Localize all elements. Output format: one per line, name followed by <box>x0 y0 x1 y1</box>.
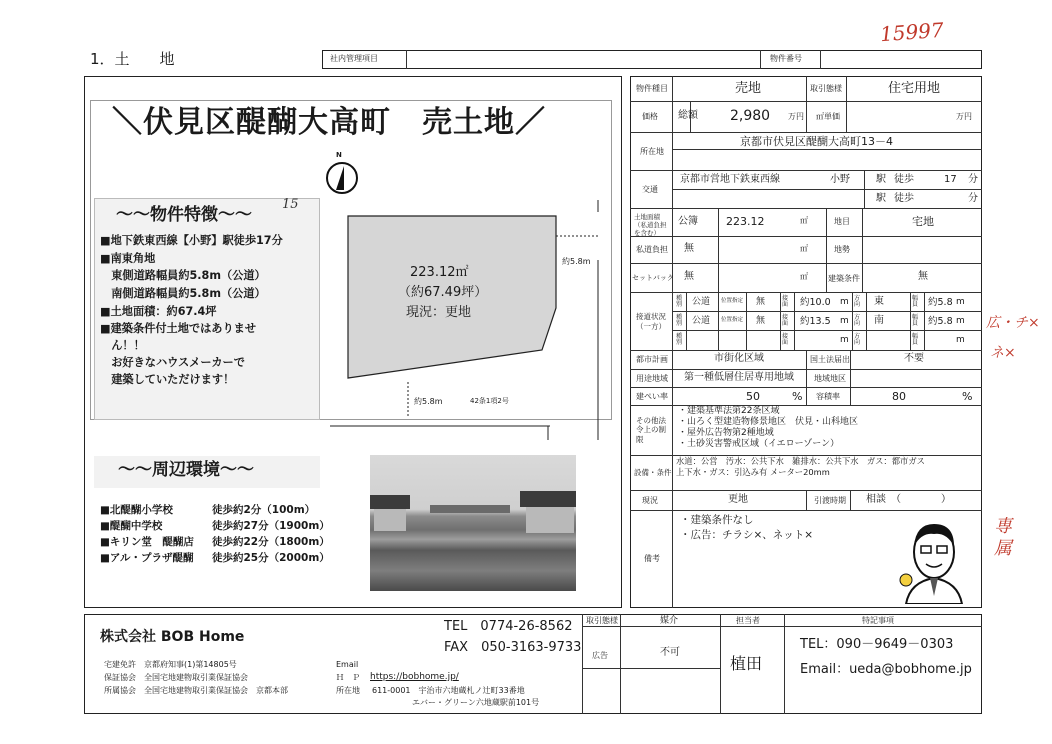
bcr-pct: % <box>792 390 803 403</box>
zone-label: 用途地域 <box>636 374 668 383</box>
status-value: 更地 <box>728 494 748 505</box>
road1-m2: m <box>956 297 965 307</box>
trade-label: 取引態様 <box>810 84 842 93</box>
national-value: 不要 <box>904 353 924 364</box>
plot-tsubo: （約67.49坪） <box>398 285 488 300</box>
status-label: 現況 <box>642 496 658 505</box>
road2-len: 約13.5 <box>800 316 831 327</box>
ad-value: 不可 <box>660 647 680 658</box>
station-name: 小野 <box>830 174 850 185</box>
staff-name: 植田 <box>730 654 763 673</box>
sqm-unit: ㎡ <box>800 216 808 225</box>
env-1-dist: 徒歩約2分（100m） <box>212 504 316 516</box>
plot-status: 現況：更地 <box>406 305 472 320</box>
road1-len: 約10.0 <box>800 297 831 308</box>
remark-2: ・広告：チラシ×、ネット× <box>680 529 814 541</box>
private-road-label: 私道負担 <box>636 245 668 254</box>
notes-label: 特記事項 <box>862 616 894 625</box>
walk-label: 徒歩 <box>894 174 914 185</box>
hand-note-1: 広・チ× <box>986 315 1040 331</box>
sqm-unit-3: ㎡ <box>800 272 808 281</box>
road3-m2: m <box>956 335 965 345</box>
other-label: その他法令上の制限 <box>636 416 666 444</box>
location-value: 京都市伏見区醍醐大高町13－4 <box>740 135 893 148</box>
company-tel: TEL 0774-26-8562 <box>444 619 573 634</box>
road1-dir: 東 <box>874 296 884 307</box>
type-value: 売地 <box>735 81 762 96</box>
assoc-1: 保証協会 全国宅地建物取引業保証協会 <box>104 673 248 682</box>
type-label: 物件種目 <box>636 84 668 93</box>
env-3-name: ■キリン堂 醍醐店 <box>100 536 194 548</box>
road1-len-label: 接面 <box>782 295 789 308</box>
license: 宅建免許 京都府知事(1)第14805号 <box>104 660 237 669</box>
walk-label-2: 徒歩 <box>894 193 914 204</box>
road2-width-label: 幅員 <box>912 314 919 327</box>
eki-label: 駅 <box>876 174 886 185</box>
env-3-dist: 徒歩約22分（1800m） <box>212 536 330 548</box>
land-area-sub: 公簿 <box>678 216 698 227</box>
bcr-value: 50 <box>746 390 760 403</box>
hp-label: Ｈ Ｐ <box>336 673 360 682</box>
feature-4: 南側道路幅員約5.8m（公道） <box>100 287 266 300</box>
ad-label: 広告 <box>592 651 608 660</box>
zone-value: 第一種低層住居専用地域 <box>684 372 794 383</box>
env-2-dist: 徒歩約27分（1900m） <box>212 520 330 532</box>
road3-dir-label: 方向 <box>854 333 861 346</box>
condition-value: 無 <box>918 271 928 282</box>
env-title: ～～周辺環境～～ <box>118 460 254 480</box>
header-mgmt-row <box>322 50 982 69</box>
chiseki-label: 地勢 <box>834 245 850 254</box>
road-code: 42条1項2号 <box>470 397 509 405</box>
land-area-label: 土地面積（私道負担を含む） <box>634 213 667 237</box>
other-item-3: ・屋外広告物第2種地域 <box>678 428 774 438</box>
broker-label: 媒介 <box>660 616 679 626</box>
district-label: 地域地区 <box>814 374 846 383</box>
feature-9: 建築していただけます！ <box>100 373 235 386</box>
remarks-label: 備考 <box>644 554 660 563</box>
far-label: 容積率 <box>816 392 840 401</box>
bcr-label: 建ぺい率 <box>636 392 668 401</box>
hp-link[interactable]: https://bobhome.jp/ <box>370 672 459 682</box>
chimoku-value: 宅地 <box>912 215 934 228</box>
feature-6: ■建築条件付土地ではありませ <box>100 322 257 335</box>
land-area-value: 223.12 <box>726 215 765 228</box>
road1-dir-label: 方向 <box>854 295 861 308</box>
road2-sign: 無 <box>756 316 766 326</box>
section-title: 1．土 地 <box>90 50 175 68</box>
road2-m: m <box>840 316 849 326</box>
road1-width: 約5.8 <box>928 297 953 308</box>
other-item-1: ・建築基準法第22条区域 <box>678 406 780 416</box>
unit-price-label: ㎡単価 <box>816 112 840 121</box>
other-item-4: ・土砂災害警戒区域（イエローゾーン） <box>678 439 840 449</box>
email-label: Email <box>336 660 359 669</box>
road2-m2: m <box>956 316 965 326</box>
far-pct: % <box>962 390 973 403</box>
minutes-unit: 分 <box>968 174 978 185</box>
delivery-value: 相談 （ ） <box>866 494 951 505</box>
setback-value: 無 <box>684 271 694 282</box>
condition-label: 建築条件 <box>828 274 860 283</box>
national-label: 国土法届出 <box>810 355 850 364</box>
road1-sign: 無 <box>756 297 766 307</box>
road1-width-label: 幅員 <box>912 295 919 308</box>
delivery-label: 引渡時期 <box>814 496 846 505</box>
handwritten-number: 15997 <box>879 17 945 47</box>
facility-line-1: 水道：公営 汚水：公共下水 雑排水：公共下水 ガス：都市ガス <box>676 456 925 466</box>
staff-label: 担当者 <box>736 616 760 625</box>
private-road-value: 無 <box>684 243 694 254</box>
road-south-width: 約5.8m <box>414 397 443 406</box>
site-photo <box>370 455 576 591</box>
item-number-label: 物件番号 <box>770 54 802 63</box>
road1-kind: 公道 <box>692 297 711 307</box>
road3-m: m <box>840 335 849 345</box>
env-1-name: ■北醍醐小学校 <box>100 504 173 516</box>
road3-width-label: 幅員 <box>912 333 919 346</box>
road2-kind: 公道 <box>692 316 711 326</box>
city-plan-value: 市街化区域 <box>714 353 764 364</box>
staff-email[interactable]: Email：ueda@bobhome.jp <box>800 662 972 677</box>
facility-line-2: 上下水・ガス：引込み有 メーター20mm <box>676 467 830 477</box>
hand-note-2: ネ× <box>990 345 1016 361</box>
road2-dir: 南 <box>874 315 884 326</box>
chimoku-label: 地目 <box>834 217 850 226</box>
address-label: 所在地 <box>336 686 360 695</box>
trade-value: 住宅用地 <box>888 81 941 96</box>
road2-kind-label: 種別 <box>676 314 683 327</box>
price-sub: 総額 <box>678 110 698 121</box>
line-name: 京都市営地下鉄東西線 <box>680 174 780 185</box>
unit-price-unit: 万円 <box>956 112 972 121</box>
road2-dir-label: 方向 <box>854 314 861 327</box>
env-2-name: ■醍醐中学校 <box>100 520 163 532</box>
footer-trade-label: 取引態様 <box>586 616 618 625</box>
minutes-unit-2: 分 <box>968 193 978 204</box>
assoc-2: 所属協会 全国宅地建物取引業保証協会 京都本部 <box>104 686 288 695</box>
traffic-label: 交通 <box>642 185 658 194</box>
address-1: 611-0001 宇治市六地蔵札ノ辻町33番地 <box>372 686 525 695</box>
north-arrow-icon <box>326 162 358 194</box>
price-value: 2,980 <box>730 108 771 124</box>
north-label: N <box>336 151 342 159</box>
company-name: 株式会社 BOB Home <box>100 629 245 645</box>
remark-1: ・建築条件なし <box>680 514 754 526</box>
plot-area: 223.12㎡ <box>410 265 469 280</box>
far-value: 80 <box>892 390 906 403</box>
road1-m: m <box>840 297 849 307</box>
price-unit: 万円 <box>788 112 804 121</box>
feature-3: 東側道路幅員約5.8m（公道） <box>100 269 266 282</box>
road3-kind-label: 種別 <box>676 333 683 346</box>
staff-tel: TEL：090－9649－0303 <box>800 637 954 652</box>
company-fax: FAX 050-3163-9733 <box>444 640 582 655</box>
mgmt-label: 社内管理項目 <box>330 54 378 63</box>
sqm-unit-2: ㎡ <box>800 244 808 253</box>
staff-illustration-icon <box>896 516 968 604</box>
walk-minutes: 17 <box>944 174 957 185</box>
road2-sign-label: 位置指定 <box>721 317 744 323</box>
feature-correction: 15 <box>282 197 299 212</box>
road3-len-label: 接面 <box>782 333 789 346</box>
road1-sign-label: 位置指定 <box>721 298 744 304</box>
feature-8: お好きなハウスメーカーで <box>100 356 245 369</box>
hand-note-3: 専属 <box>994 516 1012 559</box>
feature-7: ん！！ <box>100 339 145 352</box>
poster-title: ＼伏見区醍醐大高町 売土地／ <box>112 105 546 140</box>
eki-label-2: 駅 <box>876 193 886 204</box>
feature-2: ■南東角地 <box>100 252 156 265</box>
road1-kind-label: 種別 <box>676 295 683 308</box>
env-4-dist: 徒歩約25分（2000m） <box>212 552 330 564</box>
address-2: エバー・グリーン六地蔵駅前101号 <box>412 698 540 707</box>
feature-1: ■地下鉄東西線【小野】駅徒歩17分 <box>100 234 283 247</box>
facility-label: 設備・条件 <box>634 468 672 477</box>
city-plan-label: 都市計画 <box>636 355 668 364</box>
features-title: ～～物件特徴～～ <box>116 205 252 225</box>
road-east-width: 約5.8m <box>562 257 591 266</box>
price-label: 価格 <box>642 112 658 121</box>
other-item-2: ・山ろく型建造物修景地区 伏見・山科地区 <box>678 417 859 427</box>
road2-width: 約5.8 <box>928 316 953 327</box>
road2-len-label: 接面 <box>782 314 789 327</box>
location-label: 所在地 <box>640 147 664 156</box>
env-4-name: ■アル・プラザ醍醐 <box>100 552 194 564</box>
feature-5: ■土地面積：約67.4坪 <box>100 305 217 318</box>
road-label: 接道状況（一方） <box>636 312 666 331</box>
setback-label: セットバック <box>632 274 674 282</box>
